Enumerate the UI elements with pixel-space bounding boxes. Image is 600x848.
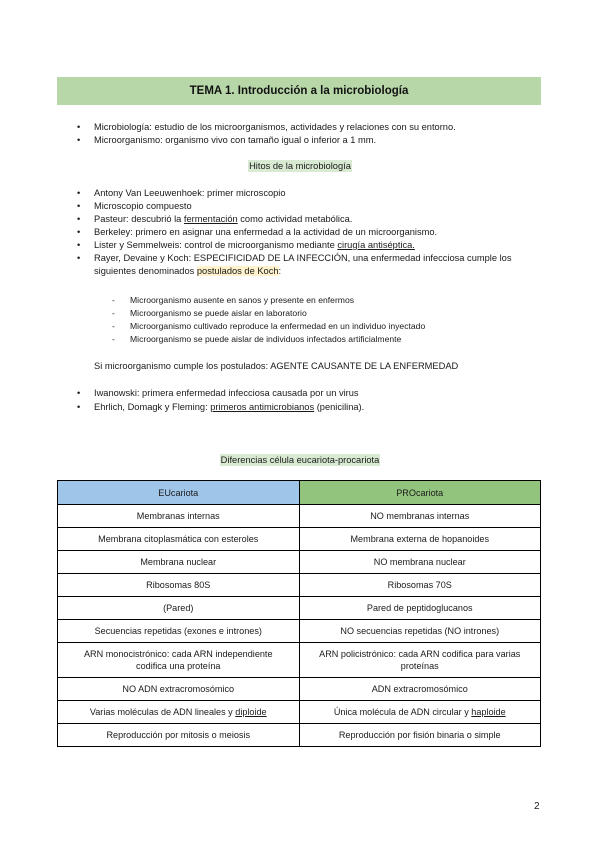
prokaryote-cell: Única molécula de ADN circular y haploide [299, 701, 541, 724]
prokaryote-cell: Pared de peptidoglucanos [299, 597, 541, 620]
postulate-item: - Microorganismo cultivado reproduce la enfermedad en un individuo inyectado [112, 320, 532, 333]
diploid-term: diploide [235, 707, 267, 717]
fermentation-term: fermentación [183, 214, 238, 224]
milestone-koch: • Rayer, Devaine y Koch: ESPECIFICIDAD DE LA INFECCIÓN, una enfermedad infecciosa cumple los siguientes denominados postulados de Koch: [94, 253, 512, 276]
page-title-text: TEMA 1. Introducción a la microbiología [189, 85, 409, 97]
eukaryote-cell: NO ADN extracromosómico [58, 678, 300, 701]
list-item [77, 239, 547, 252]
postulate-item: - Microorganismo ausente en sanos y presente en enfermos [112, 294, 532, 307]
table-row [58, 551, 541, 574]
postulate-item: - Microorganismo se puede aislar en laboratorio [112, 307, 532, 320]
table-row [58, 701, 541, 724]
cell-comparison-table [57, 480, 541, 747]
milestone-compound-microscope: • Microscopio compuesto [94, 201, 192, 211]
intro-definition-microorganism: • Microorganismo: organismo vivo con tamaño igual o inferior a 1 mm. [94, 135, 377, 145]
eukaryote-cell: Membranas internas [58, 505, 300, 528]
prokaryote-cell: NO membranas internas [299, 505, 541, 528]
milestone-berkeley: • Berkeley: primero en asignar una enfermedad a la actividad de un microorganismo. [94, 227, 438, 237]
header-eukaryote: EUcariota [58, 481, 300, 505]
eukaryote-cell: Varias moléculas de ADN lineales y diploide [58, 701, 300, 724]
page-number: 2 [534, 801, 540, 812]
eukaryote-cell: ARN monocistrónico: cada ARN independiente codifica una proteína [58, 643, 300, 678]
postulates-conclusion: Si microorganismo cumple los postulados: AGENTE CAUSANTE DE LA ENFERMEDAD [94, 361, 459, 371]
page-title [57, 77, 541, 105]
prokaryote-cell: Reproducción por fisión binaria o simple [299, 724, 541, 747]
table-row [58, 574, 541, 597]
table-row [58, 678, 541, 701]
prokaryote-cell: Membrana externa de hopanoides [299, 528, 541, 551]
eukaryote-cell: Secuencias repetidas (exones e intrones) [58, 620, 300, 643]
table-row [58, 597, 541, 620]
milestone-pasteur: • Pasteur: descubrió la fermentación como actividad metabólica. [94, 214, 353, 224]
header-prokaryote: PROcariota [299, 481, 541, 505]
table-row [58, 620, 541, 643]
list-item [77, 200, 547, 213]
eukaryote-cell: Membrana citoplasmática con esteroles [58, 528, 300, 551]
eukaryote-cell: Membrana nuclear [58, 551, 300, 574]
milestone-leeuwenhoek: • Antony Van Leeuwenhoek: primer microscopio [94, 188, 286, 198]
eukaryote-cell: Reproducción por mitosis o meiosis [58, 724, 300, 747]
list-item [77, 187, 547, 200]
prokaryote-cell: ADN extracromosómico [299, 678, 541, 701]
prokaryote-cell: NO membrana nuclear [299, 551, 541, 574]
list-item [77, 213, 547, 226]
koch-postulates-term: postulados de Koch [196, 266, 279, 276]
list-item [77, 387, 547, 400]
prokaryote-cell: ARN policistrónico: cada ARN codifica para varias proteínas [299, 643, 541, 678]
list-item [77, 252, 547, 278]
table-row [58, 505, 541, 528]
milestone-ehrlich: • Ehrlich, Domagk y Fleming: primeros antimicrobianos (penicilina). [94, 402, 365, 412]
table-row [58, 724, 541, 747]
prokaryote-cell: NO secuencias repetidas (NO intrones) [299, 620, 541, 643]
milestone-iwanowski: • Iwanowski: primera enfermedad infecciosa causada por un virus [94, 388, 359, 398]
eukaryote-cell: Ribosomas 80S [58, 574, 300, 597]
antimicrobials-term: primeros antimicrobianos [210, 402, 315, 412]
table-header-row [58, 481, 541, 505]
milestones-heading: Hitos de la microbiología [249, 161, 351, 171]
eukaryote-cell: (Pared) [58, 597, 300, 620]
table-heading: Diferencias célula eucariota-procariota [220, 455, 380, 465]
intro-definition-microbiology: • Microbiología: estudio de los microorganismos, actividades y relaciones con su entorno. [94, 122, 456, 132]
antiseptic-surgery-term: cirugía antiséptica. [337, 240, 415, 250]
list-item [77, 134, 547, 147]
table-row [58, 643, 541, 678]
list-item [77, 401, 547, 414]
list-item [77, 121, 547, 134]
prokaryote-cell: Ribosomas 70S [299, 574, 541, 597]
milestone-lister: • Lister y Semmelweis: control de microorganismo mediante cirugía antiséptica. [94, 240, 415, 250]
postulate-item: - Microorganismo se puede aislar de individuos infectados artificialmente [112, 333, 532, 346]
haploid-term: haploide [471, 707, 506, 717]
table-row [58, 528, 541, 551]
list-item [77, 226, 547, 239]
